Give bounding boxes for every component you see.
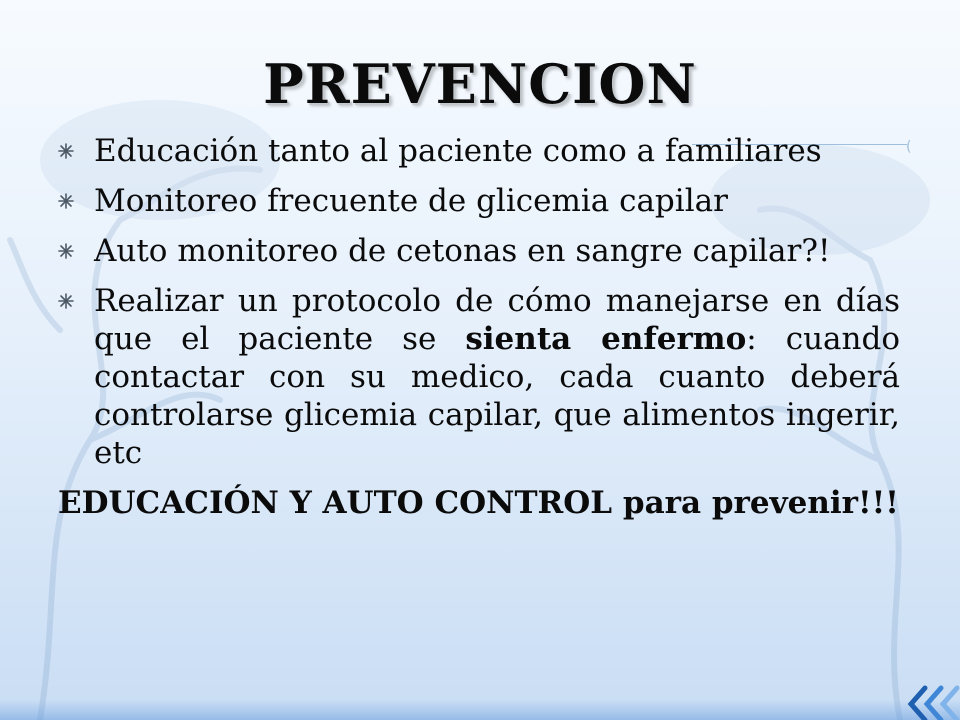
bullet-text: Monitoreo frecuente de glicemia capilar [94, 183, 728, 219]
list-item [58, 132, 900, 170]
snowflake-bullet-icon [58, 143, 74, 159]
bullet-text-bold: sienta enfermo [465, 321, 747, 357]
snowflake-bullet-icon [58, 193, 74, 209]
list-item [58, 182, 900, 220]
bullet-text-start: Realizar un protocolo de cómo manejarse en días que el paciente se [94, 283, 900, 357]
bottom-band [0, 700, 960, 720]
chevron-corner-icon [895, 680, 960, 720]
bullet-text [94, 283, 900, 471]
snowflake-bullet-icon [58, 293, 74, 309]
snowflake-bullet-icon [58, 243, 74, 259]
closing-statement: EDUCACIÓN Y AUTO CONTROL para prevenir!!! [58, 485, 899, 521]
title-bracket-icon: ( [906, 139, 912, 155]
bullet-text-end: : cuando contactar con su medico, cada cuanto deberá controlarse glicemia capilar, que alimentos ingerir, etc [94, 321, 900, 471]
slide-title: PREVENCION [263, 52, 697, 116]
list-item [58, 232, 900, 270]
list-item [58, 282, 900, 472]
bullet-text: Educación tanto al paciente como a familiares [94, 133, 822, 169]
bullet-text: Auto monitoreo de cetonas en sangre capilar?! [94, 233, 831, 269]
bullet-list [58, 132, 900, 522]
